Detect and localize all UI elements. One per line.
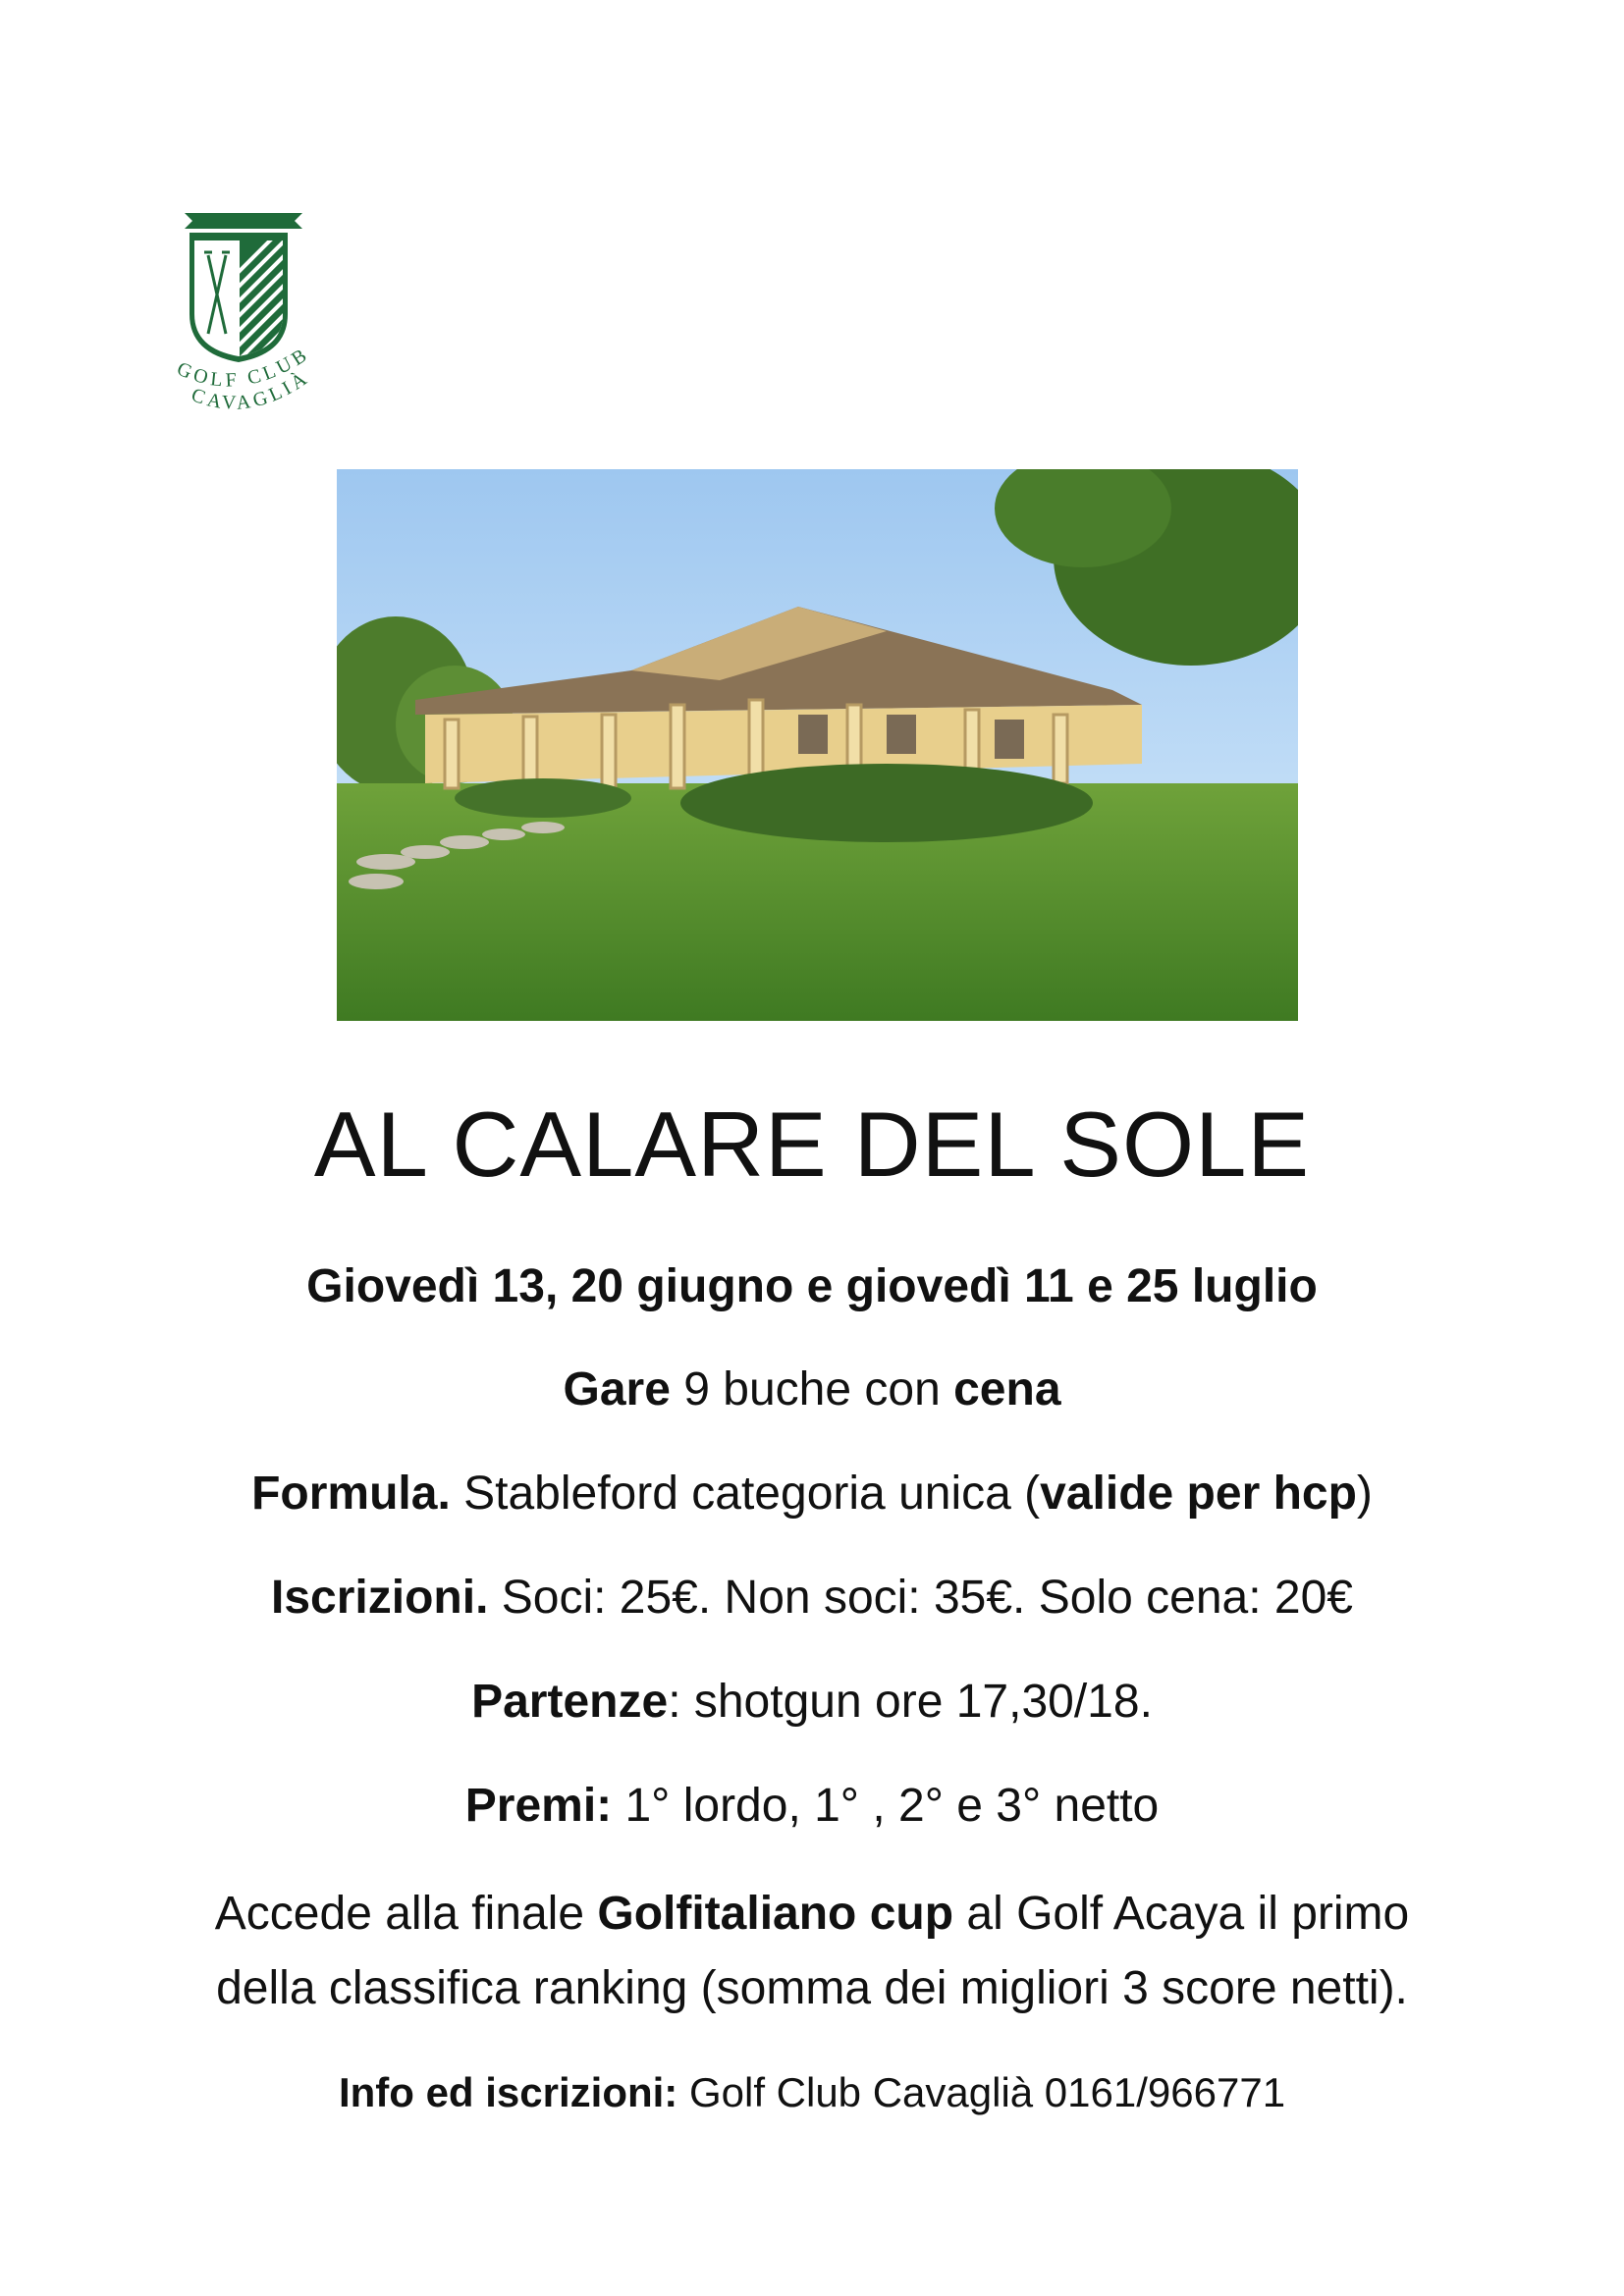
premi-text: 1° lordo, 1° , 2° e 3° netto bbox=[612, 1780, 1160, 1832]
info-text: Golf Club Cavaglià 0161/966771 bbox=[677, 2069, 1286, 2115]
cena-label: cena bbox=[953, 1363, 1061, 1415]
info-line bbox=[0, 2065, 1624, 2120]
info-label: Info ed iscrizioni: bbox=[338, 2069, 678, 2115]
golf-club-crest-icon bbox=[147, 201, 344, 417]
gare-text: 9 buche con bbox=[670, 1363, 954, 1415]
gare-label: Gare bbox=[563, 1363, 671, 1415]
accede-text-1: Accede alla finale bbox=[214, 1888, 598, 1940]
event-dates bbox=[0, 1259, 1624, 1314]
page-title: AL CALARE DEL SOLE bbox=[313, 1093, 1311, 1196]
logo-line1: GOLF CLUB bbox=[173, 343, 314, 392]
formula-text: Stableford categoria unica ( bbox=[450, 1468, 1041, 1520]
accede-text-2: al Golf Acaya il primo bbox=[953, 1888, 1410, 1940]
accede-text-3: della classifica ranking (somma dei migliori 3 score netti). bbox=[216, 1962, 1408, 2014]
formula-close: ) bbox=[1356, 1468, 1373, 1520]
partenze-text: : shotgun ore 17,30/18. bbox=[668, 1676, 1153, 1728]
formula-hcp: valide per hcp bbox=[1040, 1468, 1357, 1520]
logo-line2: CAVAGLIÀ bbox=[188, 366, 314, 414]
event-dates-text: Giovedì 13, 20 giugno e giovedì 11 e 25 luglio bbox=[306, 1260, 1318, 1312]
formula-line bbox=[0, 1467, 1624, 1522]
accede-line-2 bbox=[0, 1961, 1624, 2016]
clubhouse-photo-icon bbox=[337, 469, 1298, 1021]
premi-line bbox=[0, 1779, 1624, 1834]
clubhouse-photo bbox=[337, 469, 1298, 1021]
iscrizioni-line bbox=[0, 1571, 1624, 1626]
formula-label: Formula. bbox=[251, 1468, 451, 1520]
accede-line-1 bbox=[0, 1887, 1624, 1942]
premi-label: Premi: bbox=[464, 1780, 613, 1832]
partenze-label: Partenze bbox=[471, 1676, 669, 1728]
golf-club-logo bbox=[147, 201, 344, 417]
iscrizioni-label: Iscrizioni. bbox=[271, 1572, 489, 1624]
partenze-line bbox=[0, 1675, 1624, 1730]
iscrizioni-text: Soci: 25€. Non soci: 35€. Solo cena: 20€ bbox=[488, 1572, 1353, 1624]
gare-line bbox=[0, 1362, 1624, 1417]
golfitaliano-cup-label: Golfitaliano cup bbox=[597, 1888, 954, 1940]
